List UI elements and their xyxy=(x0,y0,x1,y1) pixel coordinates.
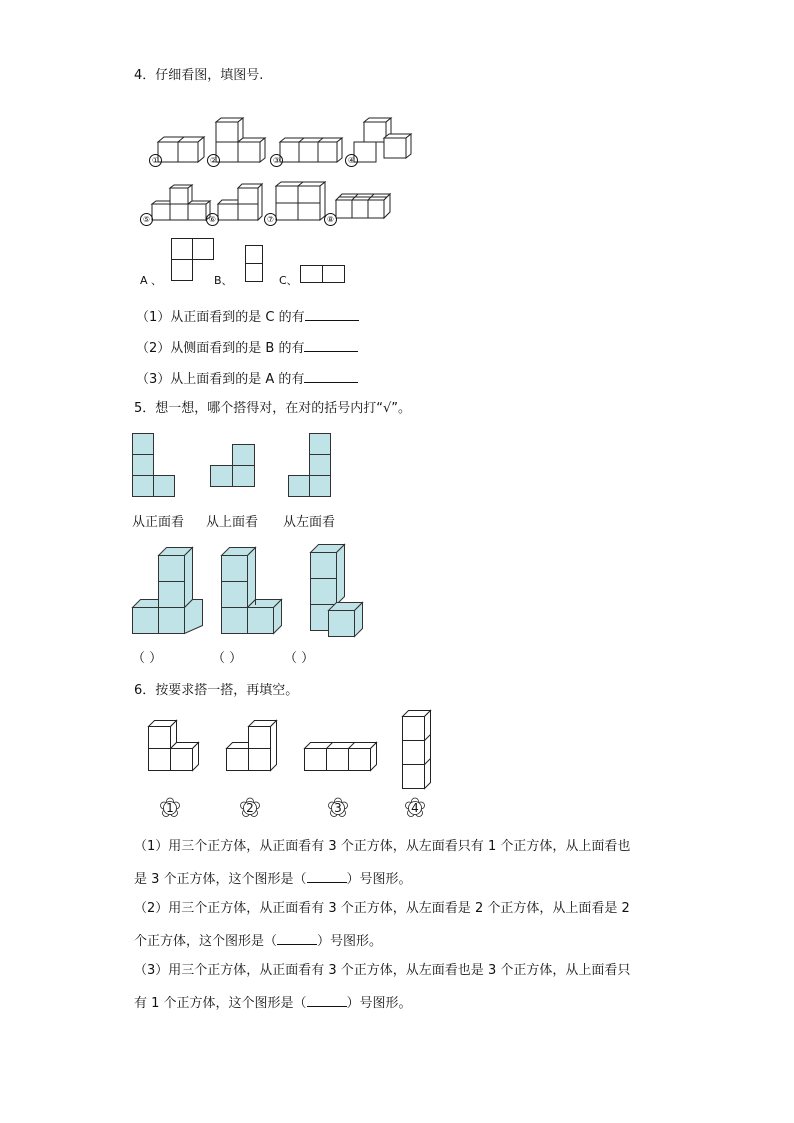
q4-label-7: ⑦ xyxy=(264,213,277,226)
q4-label-6: ⑥ xyxy=(206,213,219,226)
q6-sub2-text-b: ）号图形。 xyxy=(317,934,383,949)
q6-sub1-text-a: 是 3 个正方体，这个图形是（ xyxy=(134,872,307,887)
q4-view-c xyxy=(300,265,346,283)
q5-label-top: 从上面看 xyxy=(206,515,259,530)
q5-label-front: 从正面看 xyxy=(132,515,185,530)
q6-flower-badge-3 xyxy=(327,797,349,819)
q6-sub1-line1: （1）用三个正方体，从正面看有 3 个正方体，从左面看只有 1 个正方体，从上面看也 xyxy=(134,839,631,854)
q4-sub2 xyxy=(136,338,358,358)
q4-figures-row2 xyxy=(146,180,416,225)
q6-label-1: 1 xyxy=(166,801,174,815)
q6-sub1-text-b: ）号图形。 xyxy=(346,872,412,887)
q6-flower-badge-4 xyxy=(404,797,426,819)
q4-sub3-text: （3）从上面看到的是 A 的有 xyxy=(136,372,305,387)
q5-bracket-2[interactable]: （ ） xyxy=(212,651,243,666)
q6-cube-figures xyxy=(144,708,439,788)
q6-sub2-line2 xyxy=(134,931,382,951)
q4-option-b-label: B、 xyxy=(214,274,233,287)
q6-title: 6．按要求搭一搭，再填空。 xyxy=(134,683,299,698)
q4-sub1 xyxy=(136,307,359,327)
q5-choice-figures xyxy=(132,540,377,640)
q5-title: 5．想一想，哪个搭得对，在对的括号内打“√”。 xyxy=(134,401,412,416)
q4-label-8: ⑧ xyxy=(324,213,337,226)
q4-label-2: ② xyxy=(207,154,220,167)
q6-sub2-answer-blank[interactable] xyxy=(277,931,317,945)
q6-flower-badge-1 xyxy=(159,797,181,819)
q4-sub2-text: （2）从侧面看到的是 B 的有 xyxy=(136,341,305,356)
q4-title: 4．仔细看图，填图号. xyxy=(134,68,264,83)
q5-view-diagrams xyxy=(132,433,337,498)
q4-label-4: ④ xyxy=(345,154,358,167)
q6-flower-badge-2 xyxy=(239,797,261,819)
q6-sub1-answer-blank[interactable] xyxy=(307,869,347,883)
q4-option-a-label: A 、 xyxy=(140,274,163,287)
q5-bracket-3[interactable]: （ ） xyxy=(284,651,315,666)
q4-label-1: ① xyxy=(149,154,162,167)
q6-sub3-line1: （3）用三个正方体，从正面看有 3 个正方体，从左面看也是 3 个正方体，从上面看只 xyxy=(134,963,631,978)
q4-view-a xyxy=(171,238,215,282)
q4-sub1-text: （1）从正面看到的是 C 的有 xyxy=(136,310,305,325)
q4-sub3 xyxy=(136,369,358,389)
q6-sub2-text-a: 个正方体，这个图形是（ xyxy=(134,934,278,949)
q4-view-b xyxy=(245,245,263,283)
q6-label-3: 3 xyxy=(334,801,342,815)
q4-sub1-answer-blank[interactable] xyxy=(305,307,359,321)
q4-label-5: ⑤ xyxy=(140,213,153,226)
q6-sub2-line1: （2）用三个正方体，从正面看有 3 个正方体，从左面看是 2 个正方体，从上面看是 2 xyxy=(134,901,630,916)
q6-sub1-line2 xyxy=(134,869,412,889)
q6-label-2: 2 xyxy=(246,801,254,815)
q5-bracket-1[interactable]: （ ） xyxy=(132,651,163,666)
q4-option-c-label: C、 xyxy=(279,274,298,287)
q6-sub3-text-a: 有 1 个正方体，这个图形是（ xyxy=(134,996,307,1011)
q4-label-3: ③ xyxy=(270,154,283,167)
q6-sub3-answer-blank[interactable] xyxy=(307,993,347,1007)
q6-label-4: 4 xyxy=(411,801,419,815)
q6-sub3-text-b: ）号图形。 xyxy=(346,996,412,1011)
q6-sub3-line2 xyxy=(134,993,412,1013)
q5-label-left: 从左面看 xyxy=(283,515,336,530)
q4-sub2-answer-blank[interactable] xyxy=(304,338,358,352)
q4-sub3-answer-blank[interactable] xyxy=(304,369,358,383)
